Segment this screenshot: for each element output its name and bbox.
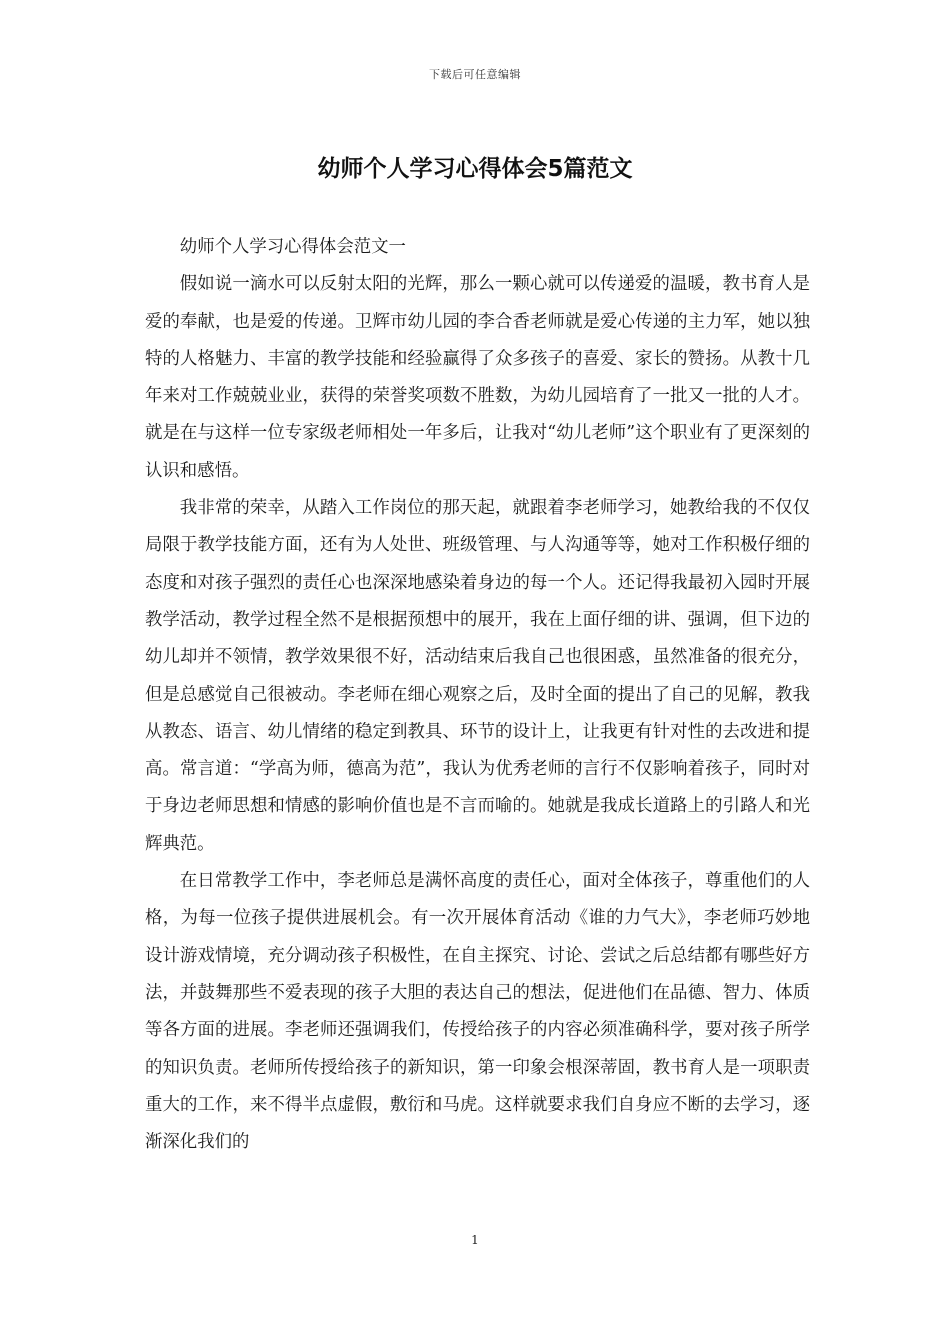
document-title: 幼师个人学习心得体会5篇范文 xyxy=(317,156,633,182)
document-body xyxy=(145,229,810,1161)
paragraph: 在日常教学工作中，李老师总是满怀高度的责任心，面对全体孩子，尊重他们的人格，为每一位孩子提供进展机会。有一次开展体育活动《谁的力气大》，李老师巧妙地设计游戏情境，充分调动孩子积极性，在自主探究、讨论、尝试之后总结都有哪些好方法，并鼓舞那些不爱表现的孩子大胆的表达自己的想法，促进他们在品德、智力、体质等各方面的进展。李老师还强调我们，传授给孩子的内容必须准确科学，要对孩子所学的知识负责。老师所传授给孩子的新知识，第一印象会根深蒂固，教书育人是一项职责重大的工作，来不得半点虚假，敷衍和马虎。这样就要求我们自身应不断的去学习，逐渐深化我们的 xyxy=(145,871,810,1153)
header-note: 下载后可任意编辑 xyxy=(429,68,521,81)
section-heading: 幼师个人学习心得体会范文一 xyxy=(179,237,406,257)
paragraph: 假如说一滴水可以反射太阳的光辉，那么一颗心就可以传递爱的温暖，教书育人是爱的奉献，也是爱的传递。卫辉市幼儿园的李合香老师就是爱心传递的主力军，她以独特的人格魅力、丰富的教学技能和经验赢得了众多孩子的喜爱、家长的赞扬。从教十几年来对工作兢兢业业，获得的荣誉奖项数不胜数，为幼儿园培育了一批又一批的人才。就是在与这样一位专家级老师相处一年多后，让我对“幼儿老师”这个职业有了更深刻的认识和感悟。 xyxy=(145,274,810,481)
paragraph: 我非常的荣幸，从踏入工作岗位的那天起，就跟着李老师学习，她教给我的不仅仅局限于教学技能方面，还有为人处世、班级管理、与人沟通等等，她对工作积极仔细的态度和对孩子强烈的责任心也深深地感染着身边的每一个人。还记得我最初入园时开展教学活动，教学过程全然不是根据预想中的展开，我在上面仔细的讲、强调，但下边的幼儿却并不领情，教学效果很不好，活动结束后我自己也很困惑，虽然准备的很充分，但是总感觉自己很被动。李老师在细心观察之后，及时全面的提出了自己的见解，教我从教态、语言、幼儿情绪的稳定到教具、环节的设计上，让我更有针对性的去改进和提高。常言道：“学高为师，德高为范”，我认为优秀老师的言行不仅影响着孩子，同时对于身边老师思想和情感的影响价值也是不言而喻的。她就是我成长道路上的引路人和光辉典范。 xyxy=(145,498,810,854)
page-number: 1 xyxy=(471,1233,479,1247)
